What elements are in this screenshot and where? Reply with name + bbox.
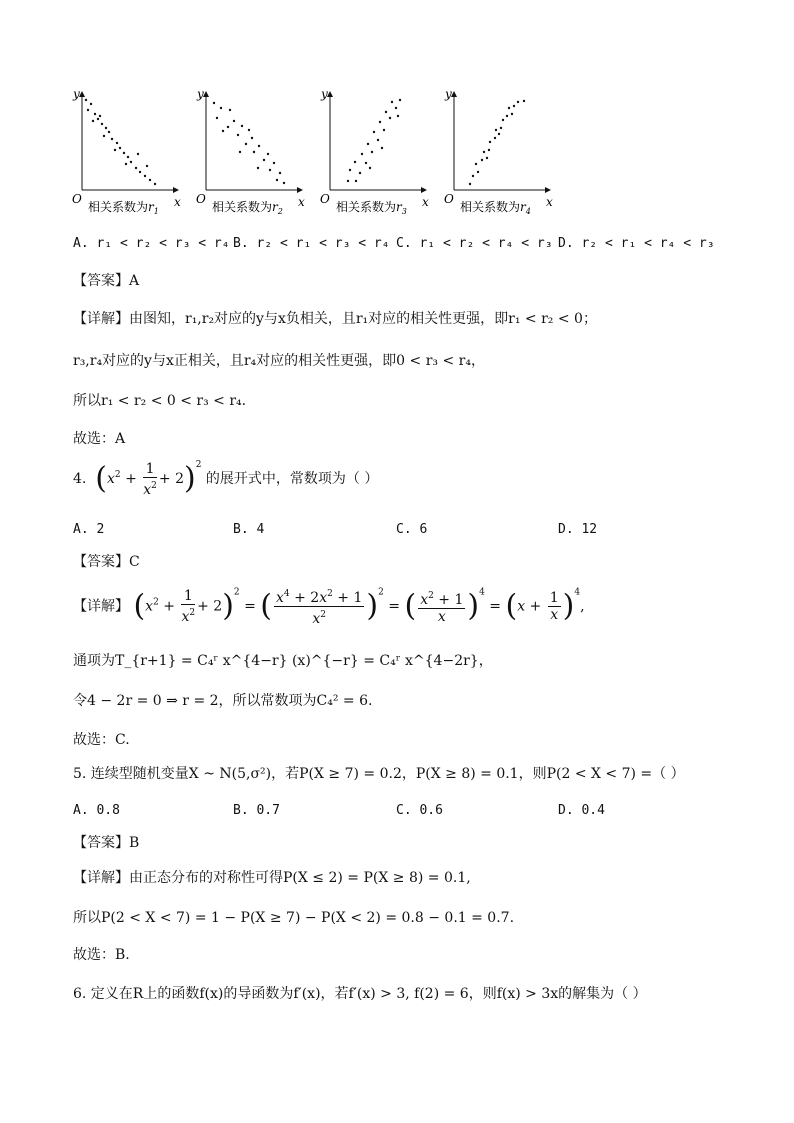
svg-text:x: x: [422, 195, 429, 209]
scatter-points-4: [469, 100, 525, 185]
q4-detail-equation: 【详解】 ($x^2$ + $\frac{1}{x^2}$ + 2)$^2$ = ( $\frac{x^4 + 2x^2 + 1}{x^2}$ )$^2$ = ( $\frac{x^2 + 1}{x}$ )$^4$ = (x + $\frac{1}{x}$ )$^4$,: [73, 587, 585, 627]
scatter-plot-3: [320, 88, 429, 216]
plot-caption-4: 相关系数为$r_4$: [460, 200, 531, 216]
svg-text:O: O: [196, 192, 206, 206]
svg-text:x: x: [298, 195, 305, 209]
scatter-points-3: [347, 99, 401, 182]
q3-option-d: D. r₂ < r₁ < r₄ < r₃: [558, 236, 715, 251]
q3-detail-2: r₃,r₄对应的y与x正相关，且r₄对应的相关性更强，即0 < r₃ < r₄，: [73, 353, 485, 369]
q5-option-a: A. 0.8: [73, 803, 120, 818]
svg-text:x: x: [546, 195, 553, 209]
q4-option-b: B. 4: [233, 522, 265, 537]
q4-solve: 令4 − 2r = 0 ⇒ r = 2，所以常数项为C₄² = 6.: [73, 693, 373, 709]
scatter-plot-2: [196, 88, 305, 216]
plot-caption-3: 相关系数为$r_3$: [336, 200, 407, 216]
svg-text:O: O: [320, 192, 330, 206]
q4-option-a: A. 2: [73, 522, 105, 537]
q5-option-c: C. 0.6: [396, 803, 443, 818]
axis-y-label: y: [73, 88, 80, 101]
svg-text:O: O: [444, 192, 454, 206]
scatter-points-2: [213, 102, 285, 184]
q4-option-c: C. 6: [396, 522, 428, 537]
q5-detail-1: 【详解】由正态分布的对称性可得P(X ≤ 2) = P(X ≥ 8) = 0.1,: [73, 870, 471, 886]
scatter-plots-figure: [60, 88, 560, 223]
scatter-plot-1: [72, 88, 181, 216]
q3-conclusion: 故选：A: [73, 431, 126, 447]
q3-detail-1: 【详解】由图知，r₁,r₂对应的y与x负相关，且r₁对应的相关性更强，即r₁ < r₂ < 0；: [73, 311, 597, 327]
svg-text:y: y: [197, 88, 204, 101]
q3-answer: 【答案】A: [73, 273, 140, 289]
q3-option-c: C. r₁ < r₂ < r₄ < r₃: [396, 236, 553, 251]
q5-stem: 5. 连续型随机变量X ~ N(5,σ²)，若P(X ≥ 7) = 0.2，P(X ≥ 8) = 0.1，则P(2 < X < 7) =（ ）: [73, 766, 685, 782]
q5-answer: 【答案】B: [73, 835, 140, 851]
q3-option-b: B. r₂ < r₁ < r₃ < r₄: [233, 236, 390, 251]
q4-stem: 4. ($x^2$ + $\frac{1}{x^2}$ + 2)$^2$ 的展开式中，常数项为（ ）: [73, 460, 379, 498]
q4-expression: ($x^2$ + $\frac{1}{x^2}$ + 2)$^2$: [95, 460, 202, 498]
q6-stem: 6. 定义在R上的函数f(x)的导函数为f′(x)，若f′(x) > 3, f(2) = 6，则f(x) > 3x的解集为（ ）: [73, 986, 647, 1002]
q5-detail-2: 所以P(2 < X < 7) = 1 − P(X ≥ 7) − P(X < 2) = 0.8 − 0.1 = 0.7.: [73, 910, 515, 926]
svg-text:y: y: [321, 88, 328, 101]
q4-answer: 【答案】C: [73, 554, 140, 570]
plot-caption-1: 相关系数为$r_1$: [88, 200, 159, 216]
q4-option-d: D. 12: [558, 522, 598, 537]
q5-option-d: D. 0.4: [558, 803, 605, 818]
scatter-points-1: [85, 99, 156, 185]
axis-x-label: x: [174, 195, 181, 209]
q3-detail-3: 所以r₁ < r₂ < 0 < r₃ < r₄.: [73, 393, 247, 409]
q5-conclusion: 故选：B.: [73, 947, 130, 963]
svg-text:y: y: [445, 88, 452, 101]
q4-conclusion: 故选：C.: [73, 732, 130, 748]
origin-label: O: [72, 192, 82, 206]
q5-option-b: B. 0.7: [233, 803, 280, 818]
q4-general-term: 通项为T_{r+1} = C₄ʳ x^{4−r} (x)^{−r} = C₄ʳ x^{4−2r}，: [73, 653, 493, 669]
plot-caption-2: 相关系数为$r_2$: [212, 200, 283, 216]
q3-option-a: A. r₁ < r₂ < r₃ < r₄: [73, 236, 230, 251]
scatter-plot-4: [444, 88, 553, 216]
